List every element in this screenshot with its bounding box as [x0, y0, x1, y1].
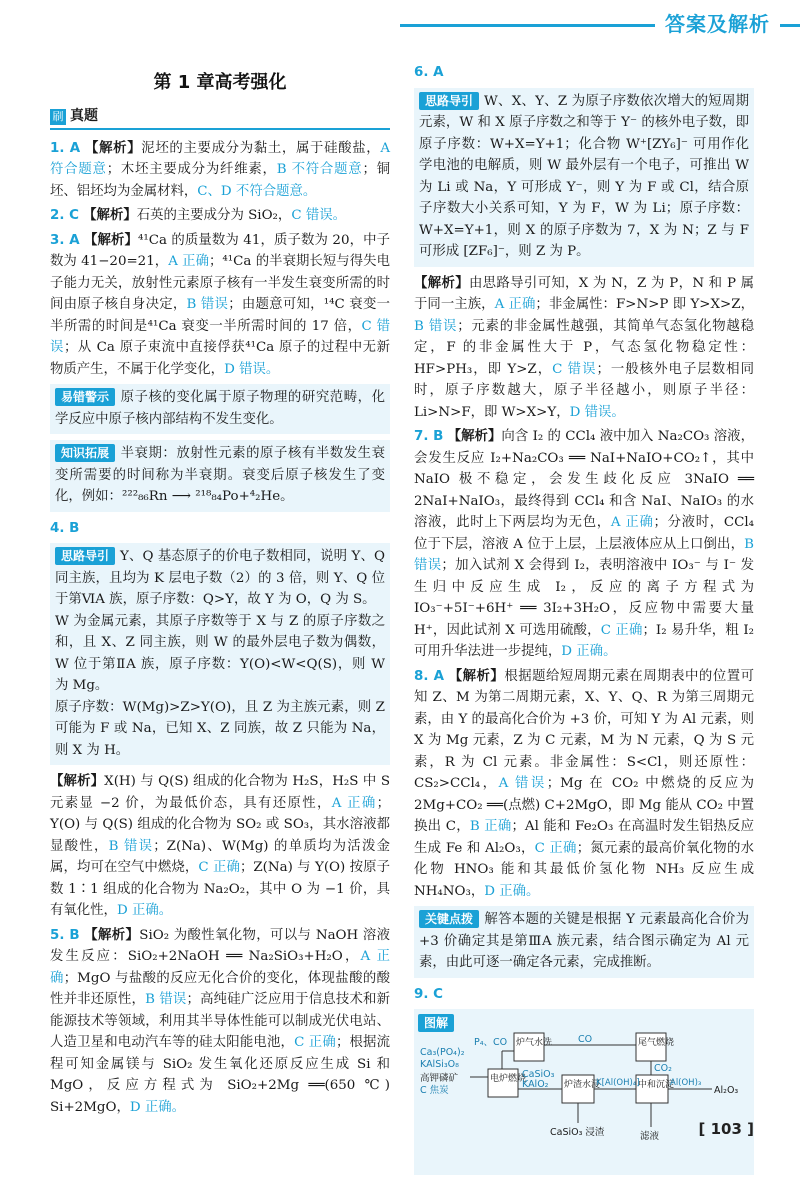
answer-text: ；MgO 与盐酸的反应无化合价的变化，体现盐酸的酸性并非还原性，	[50, 970, 390, 1007]
answer-text: ；Mg 在 CO₂ 中燃烧的反应为 2Mg+CO₂ ══(点燃) C+2MgO，即 Mg 能从 CO₂ 中置换出 C，	[414, 776, 754, 834]
answer-verdict: D 错误。	[224, 361, 280, 377]
tip-text: Y、Q 基态原子的价电子数相同，说明 Y、Q 同主族，且均为 K 层电子数（2）的 3 倍，则 Y、Q 位于第ⅥA 族，原子序数：Q>Y，故 Y 为 O，Q 为 S。	[55, 549, 385, 607]
answer-text: ；元素的非金属性越强，其简单气态氢化物越稳定，F 的非金属性大于 P，气态氢化物稳定性：HF>PH₃，即 Y>Z，	[414, 318, 754, 377]
answer-4	[50, 518, 390, 540]
answer-verdict: A 符合题意	[50, 140, 391, 177]
tip-text: 解答本题的关键是根据 Y 元素最高化合价为 +3 价确定其是第ⅢA 族元素，结合图示确定为 Al 元素，由此可逐一确定各元素，完成推断。	[419, 912, 749, 970]
answer-number: 3. A	[50, 232, 80, 248]
answer-text: X(H) 与 Q(S) 组成的化合物为 H₂S，H₂S 中 S 元素显 −2 价，为最低价态，具有还原性，	[50, 774, 390, 811]
answer-verdict: A 错误	[498, 776, 547, 791]
tip-badge: 知识拓展	[55, 444, 115, 462]
label-casio3: CaSiO₃	[522, 1069, 555, 1080]
analysis-tag: 【解析】	[50, 773, 105, 789]
answer-text: ；Y(O) 与 Q(S) 组成的化合物为 SO₂ 或 SO₃，其水溶液都显酸性，	[50, 795, 390, 854]
answer-verdict: C 正确	[600, 622, 643, 638]
answer-text: 石英的主要成分为 SiO₂，	[136, 208, 292, 223]
header-bar	[0, 0, 800, 60]
answer-6	[414, 62, 754, 84]
tip-badge: 关键点拨	[419, 910, 479, 928]
answer-8	[414, 666, 754, 903]
answer-text: ；氮元素的最高价氧化物的水化物 HNO₃ 能和其最低价氢化物 NH₃ 反应生成 NH₄NO₃，	[414, 840, 754, 899]
section-icon: 刷	[50, 109, 66, 125]
label-p4-co: P₄、CO	[474, 1037, 508, 1048]
answer-verdict: C 正确	[534, 840, 577, 856]
label-co: CO	[578, 1034, 593, 1045]
answer-text: ；根据流程可知金属镁与 SiO₂ 发生氧化还原反应生成 Si 和 MgO，反应方程式为 SiO₂+2Mg ══(650 ℃) Si+2MgO，	[50, 1035, 391, 1115]
analysis-tag: 【解析】	[448, 667, 505, 684]
section-label: 真题	[70, 107, 98, 124]
box-tail-gas-label: 尾气燃烧	[638, 1038, 675, 1048]
answer-verdict: D 错误。	[569, 404, 625, 420]
answer-verdict: B 错误	[414, 536, 754, 573]
answer-text: ；加入试剂 X 会得到 I₂，表明溶液中 IO₃⁻ 与 I⁻ 发生归中反应生成 I₂，反应的离子方程式为 IO₃⁻+5I⁻+6H⁺ ══ 3I₂+3H₂O，反应物中需要大量 H⁺，因此试剂 X 可选用硫酸，	[414, 558, 755, 638]
answer-6-analysis	[414, 273, 754, 424]
tip-box-mistake	[50, 384, 390, 434]
answer-text: ⁴¹Ca 的质量数为 41，质子数为 20，中子数为 41−20=21，	[50, 232, 391, 269]
input-ore: 高钾磷矿	[420, 1073, 459, 1084]
flow-diagram	[418, 1031, 750, 1167]
answer-verdict: C 错误	[50, 318, 390, 355]
answer-number: 2. C	[50, 208, 79, 223]
answer-verdict: A 正确	[50, 949, 390, 986]
answer-number: 4. B	[50, 520, 80, 536]
analysis-tag: 【解析】	[83, 207, 137, 223]
answer-verdict: C 错误。	[291, 208, 346, 223]
figure-badge: 图解	[418, 1014, 454, 1032]
answer-text: 由思路导引可知，X 为 N，Z 为 P，N 和 P 属于同一主族，	[414, 275, 755, 312]
tip-box-key	[414, 906, 754, 978]
input-ca3po42: Ca₃(PO₄)₂	[420, 1047, 465, 1058]
answer-verdict: A 正确	[331, 795, 377, 811]
tip-box-knowledge	[50, 440, 390, 512]
answer-verdict: C 错误	[552, 361, 597, 377]
header-title: 答案及解析	[655, 8, 780, 37]
answer-4-analysis	[50, 771, 390, 922]
right-column	[414, 62, 754, 1175]
answer-verdict: B 错误	[414, 318, 458, 334]
tip-text: W、X、Y、Z 为原子序数依次增大的短周期元素，W 和 X 原子序数之和等于 Y⁻ 的核外电子数，即原子序数：W+X=Y+1；化合物 W⁺[ZY₆]⁻ 可用作化学电池的电解质，则 W 最外层有一个电子，可推出 W 为 Li 或 Na，Y 可形成 Y⁻，则 Y 为 F 或 Cl，结合原子序数大小关系可知，Y 为 F，W 为 Li；原子序数：W+X=Y+1，则 X 的原子序数为 7，X 为 N；Z 与 F 可形成 [ZF₆]⁻，则 Z 为 P。	[419, 93, 749, 259]
answer-text: ；从 Ca 原子束流中直接俘获⁴¹Ca 原子的过程中无新物质产生，不属于化学变化，	[50, 340, 391, 377]
tip-text: W 为金属元素，其原子序数等于 X 与 Z 的原子序数之和，且 X、Z 同主族，则 W 的最外层电子数为偶数，W 位于第ⅡA 族，原子序数：Y(O)<W<Q(S)，则 W 为 Mg。	[55, 613, 385, 693]
tip-text: 半衰期：放射性元素的原子核有半数发生衰变所需要的时间称为半衰期。衰变后原子核发生了变化，例如：²²²₈₆Rn ⟶ ²¹⁸₈₄Po+⁴₂He。	[55, 446, 385, 504]
answer-verdict: A 正确	[168, 254, 210, 269]
answer-7	[414, 426, 754, 663]
label-filtrate: 滤液	[640, 1131, 660, 1142]
tip-text: 原子序数：W(Mg)>Z>Y(O)，且 Z 为主族元素，则 Z 可能为 F 或 Na，已知 X、Z 同族，故 Z 只能为 Na，则 X 为 H。	[55, 699, 385, 758]
chapter-title: 第 1 章高考强化	[153, 72, 287, 93]
answer-5	[50, 925, 390, 1119]
answer-2	[50, 205, 390, 227]
process-flow-figure	[414, 1009, 754, 1175]
answer-verdict: C、D 不符合题意。	[197, 183, 317, 199]
page-number-value: 103	[710, 1120, 742, 1138]
answer-number: 5. B	[50, 927, 80, 943]
answer-text: ；⁴¹Ca 的半衰期长短与得失电子能力无关，放射性元素原子核有一半发生衰变所需的时间由原子核自身决定，	[50, 254, 390, 312]
box-gas-wash-label: 炉气水洗	[516, 1038, 553, 1048]
box-furnace-label: 电炉燃烧	[490, 1074, 527, 1084]
label-kalo2: KAlO₂	[522, 1079, 549, 1090]
answer-number: 9. C	[414, 986, 443, 1002]
answer-text: ；I₂ 易升华，粗 I₂ 可用升华法进一步提纯，	[414, 622, 754, 659]
answer-verdict: D 正确。	[561, 644, 617, 659]
analysis-tag: 【解析】	[414, 274, 469, 291]
analysis-tag: 【解析】	[83, 231, 139, 248]
answer-text: ；Z(Na) 与 Y(O) 按原子数 1∶1 组成的化合物为 Na₂O₂，其中 O 为 −1 价，具有氧化性，	[50, 860, 390, 918]
analysis-tag: 【解析】	[84, 926, 140, 943]
answer-verdict: D 正确。	[484, 883, 540, 899]
answer-verdict: C 正确	[198, 860, 240, 875]
answer-text: ；高纯硅广泛应用于信息技术和新能源技术等领域，利用其半导体性能可以制成光伏电站、人造卫星和电动汽车等的硅太阳能电池，	[50, 992, 391, 1050]
answer-text: ；木坯主要成分为纤维素，	[106, 162, 277, 177]
answer-text: 泥坯的主要成分为黏土，属于硅酸盐，	[141, 140, 381, 156]
answer-text: SiO₂ 为酸性氧化物，可以与 NaOH 溶液发生反应：SiO₂+2NaOH ══ Na₂SiO₃+H₂O，	[50, 927, 390, 964]
box-neutralize-label: 中和沉淀	[638, 1080, 675, 1090]
answer-9	[414, 984, 754, 1006]
tip-badge: 思路导引	[55, 547, 115, 565]
answer-number: 6. A	[414, 65, 444, 80]
answer-number: 8. A	[414, 668, 444, 684]
answer-verdict: A 正确	[610, 515, 654, 530]
answer-number: 1. A	[50, 140, 81, 156]
input-kalsi3o8: KAlSi₃O₈	[420, 1059, 459, 1070]
left-column	[50, 70, 390, 1121]
answer-verdict: B 错误	[186, 297, 229, 312]
answer-verdict: A 正确	[494, 297, 536, 312]
answer-number: 7. B	[414, 429, 444, 444]
answer-3	[50, 230, 390, 381]
answer-verdict: B 不符合题意	[276, 162, 363, 177]
tip-badge: 易错警示	[55, 388, 115, 406]
label-slag: CaSiO₃ 浸渣	[550, 1127, 605, 1138]
input-coke: C 焦炭	[420, 1085, 449, 1096]
answer-verdict: C 正确	[294, 1035, 336, 1050]
analysis-tag: 【解析】	[447, 428, 502, 444]
tip-box-thinking	[414, 88, 754, 267]
answer-verdict: B 错误	[145, 992, 187, 1007]
tip-badge: 思路导引	[419, 92, 479, 110]
section-header	[50, 106, 390, 130]
answer-text: ；分液时，CCl₄ 位于下层，溶液 A 位于上层，上层液体应从上口倒出，	[414, 515, 754, 552]
label-co2: CO₂	[654, 1063, 672, 1074]
analysis-tag: 【解析】	[85, 139, 142, 156]
answer-text: ；Z(Na)、W(Mg) 的单质均为活泼金属，均可在空气中燃烧，	[50, 838, 391, 875]
answer-verdict: B 错误	[108, 838, 154, 854]
answer-verdict: D 正确。	[116, 903, 173, 918]
answer-1	[50, 138, 390, 203]
answer-text: ；Al 能和 Fe₂O₃ 在高温时发生铝热反应生成 Fe 和 Al₂O₃，	[414, 819, 754, 856]
tip-box-thinking	[50, 543, 390, 765]
tip-text: 原子核的变化属于原子物理的研究范畴，化学反应中原子核内部结构不发生变化。	[55, 390, 385, 427]
answer-text: ；一般核外电子层数相同时，原子序数越大，原子半径越小，则原子半径：Li>N>F，即 W>X>Y，	[414, 361, 754, 420]
answer-verdict: B 正确	[469, 819, 512, 834]
page-number: [ 103 ]	[698, 1120, 754, 1138]
answer-text: 向含 I₂ 的 CCl₄ 液中加入 Na₂CO₃ 溶液，会发生反应 I₂+Na₂CO₃ ══ NaI+NaIO+CO₂↑，其中 NaIO 极不稳定，会发生歧化反应 3NaIO ══ 2NaI+NaIO₃，最终得到 CCl₄ 和含 NaI、NaIO₃ 的水溶液，此时上下两层均为无色，	[414, 429, 754, 530]
answer-verdict: D 正确。	[129, 1099, 186, 1115]
label-al2o3: Al₂O₃	[714, 1085, 739, 1096]
box-slag-leach-label: 炉渣水浸	[564, 1080, 601, 1090]
label-aloh3: Al(OH)₃	[670, 1078, 702, 1088]
answer-text: ；非金属性：F>N>P 即 Y>X>Z，	[535, 297, 754, 312]
answer-text: ；铜坯、铝坯均为金属材料，	[50, 162, 391, 199]
label-kaloh4: K[Al(OH)₄]	[596, 1078, 640, 1088]
answer-text: ；由题意可知，¹⁴C 衰变一半所需的时间是⁴¹Ca 衰变一半所需时间的 17 倍，	[50, 297, 390, 334]
answer-text: 根据题给短周期元素在周期表中的位置可知 Z、M 为第二周期元素，X、Y、Q、R 为第三周期元素，由 Y 的最高化合价为 +3 价，可知 Y 为 Al 元素，则 X 为 Mg 元素，Z 为 C 元素，M 为 N 元素，Q 为 S 元素，R 为 Cl 元素。非金属性：S<Cl，则还原性：CS₂>CCl₄，	[414, 668, 755, 791]
